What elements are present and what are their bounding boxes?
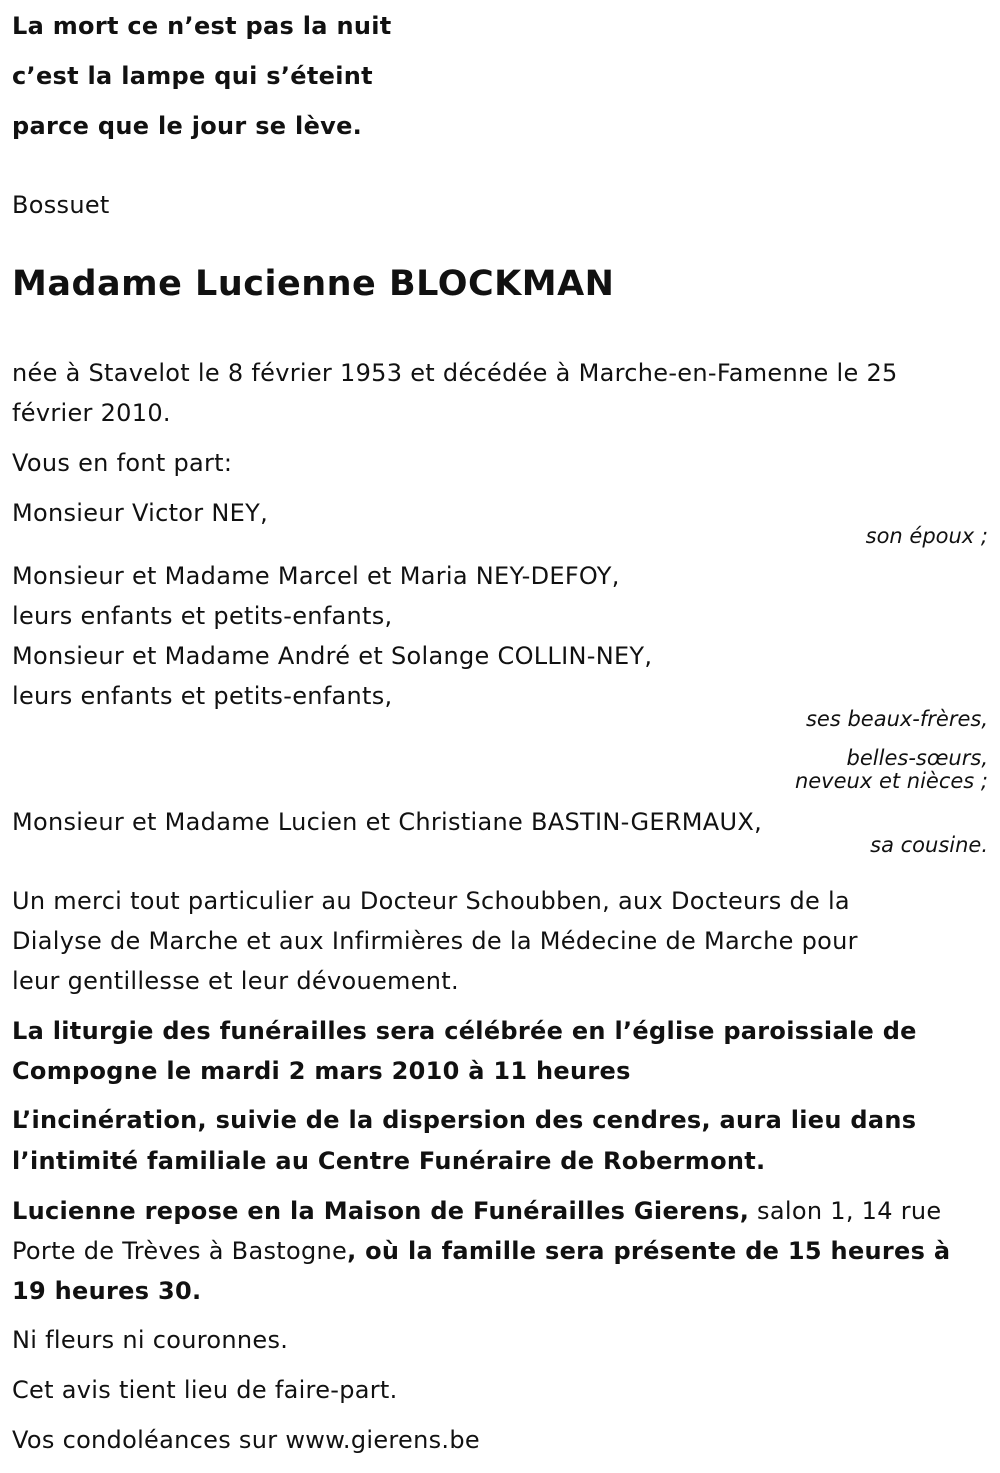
- quote-line-1: La mort ce n’est pas la nuit: [12, 12, 392, 40]
- birth-death-line-1: née à Stavelot le 8 février 1953 et décédée à Marche-en-Famenne le 25: [12, 359, 898, 387]
- quote-line-2: c’est la lampe qui s’éteint: [12, 62, 373, 90]
- thanks-line-2: Dialyse de Marche et aux Infirmières de la Médecine de Marche pour: [12, 927, 858, 955]
- quote-line-3: parce que le jour se lève.: [12, 112, 363, 140]
- thanks-line-1: Un merci tout particulier au Docteur Schoubben, aux Docteurs de la: [12, 887, 850, 915]
- family-relation: ses beaux-frères,: [805, 707, 988, 731]
- no-flowers: Ni fleurs ni couronnes.: [12, 1326, 289, 1354]
- cremation-line-1: L’incinération, suivie de la dispersion des cendres, aura lieu dans: [12, 1106, 917, 1134]
- rest-presence-part-2: 19 heures 30.: [12, 1277, 202, 1305]
- family-relation: neveux et nièces ;: [794, 769, 988, 793]
- announcement-intro: Vous en font part:: [12, 449, 233, 477]
- thanks-line-3: leur gentillesse et leur dévouement.: [12, 967, 459, 995]
- deceased-name: Madame Lucienne BLOCKMAN: [12, 264, 615, 304]
- condolences-text: Vos condoléances sur www.gierens.be: [12, 1426, 480, 1454]
- family-line: Monsieur et Madame André et Solange COLLIN-NEY,: [12, 642, 653, 670]
- rest-place: Lucienne repose en la Maison de Funérailles Gierens,: [12, 1197, 750, 1225]
- family-line: leurs enfants et petits-enfants,: [12, 602, 393, 630]
- family-line: leurs enfants et petits-enfants,: [12, 682, 393, 710]
- rest-address-part-1: salon 1, 14 rue: [749, 1197, 942, 1225]
- quote-author: Bossuet: [12, 191, 110, 219]
- family-line: Monsieur Victor NEY,: [12, 499, 268, 527]
- family-line: Monsieur et Madame Lucien et Christiane BASTIN-GERMAUX,: [12, 808, 763, 836]
- family-relation: sa cousine.: [870, 833, 988, 857]
- birth-death-line-2: février 2010.: [12, 399, 171, 427]
- cremation-line-2: l’intimité familiale au Centre Funéraire de Robermont.: [12, 1147, 766, 1175]
- family-relation: belles-sœurs,: [846, 746, 988, 770]
- rest-presence-part-1: , où la famille sera présente de 15 heures à: [347, 1237, 951, 1265]
- rest-address-part-2: Porte de Trèves à Bastogne: [12, 1237, 348, 1265]
- liturgy-line-1: La liturgie des funérailles sera célébrée en l’église paroissiale de: [12, 1017, 917, 1045]
- liturgy-line-2: Compogne le mardi 2 mars 2010 à 11 heures: [12, 1057, 631, 1085]
- rest-line-2: [12, 1239, 950, 1263]
- rest-line-1: [12, 1199, 942, 1223]
- notice-text: Cet avis tient lieu de faire-part.: [12, 1376, 398, 1404]
- family-line: Monsieur et Madame Marcel et Maria NEY-DEFOY,: [12, 562, 620, 590]
- family-relation: son époux ;: [865, 524, 988, 548]
